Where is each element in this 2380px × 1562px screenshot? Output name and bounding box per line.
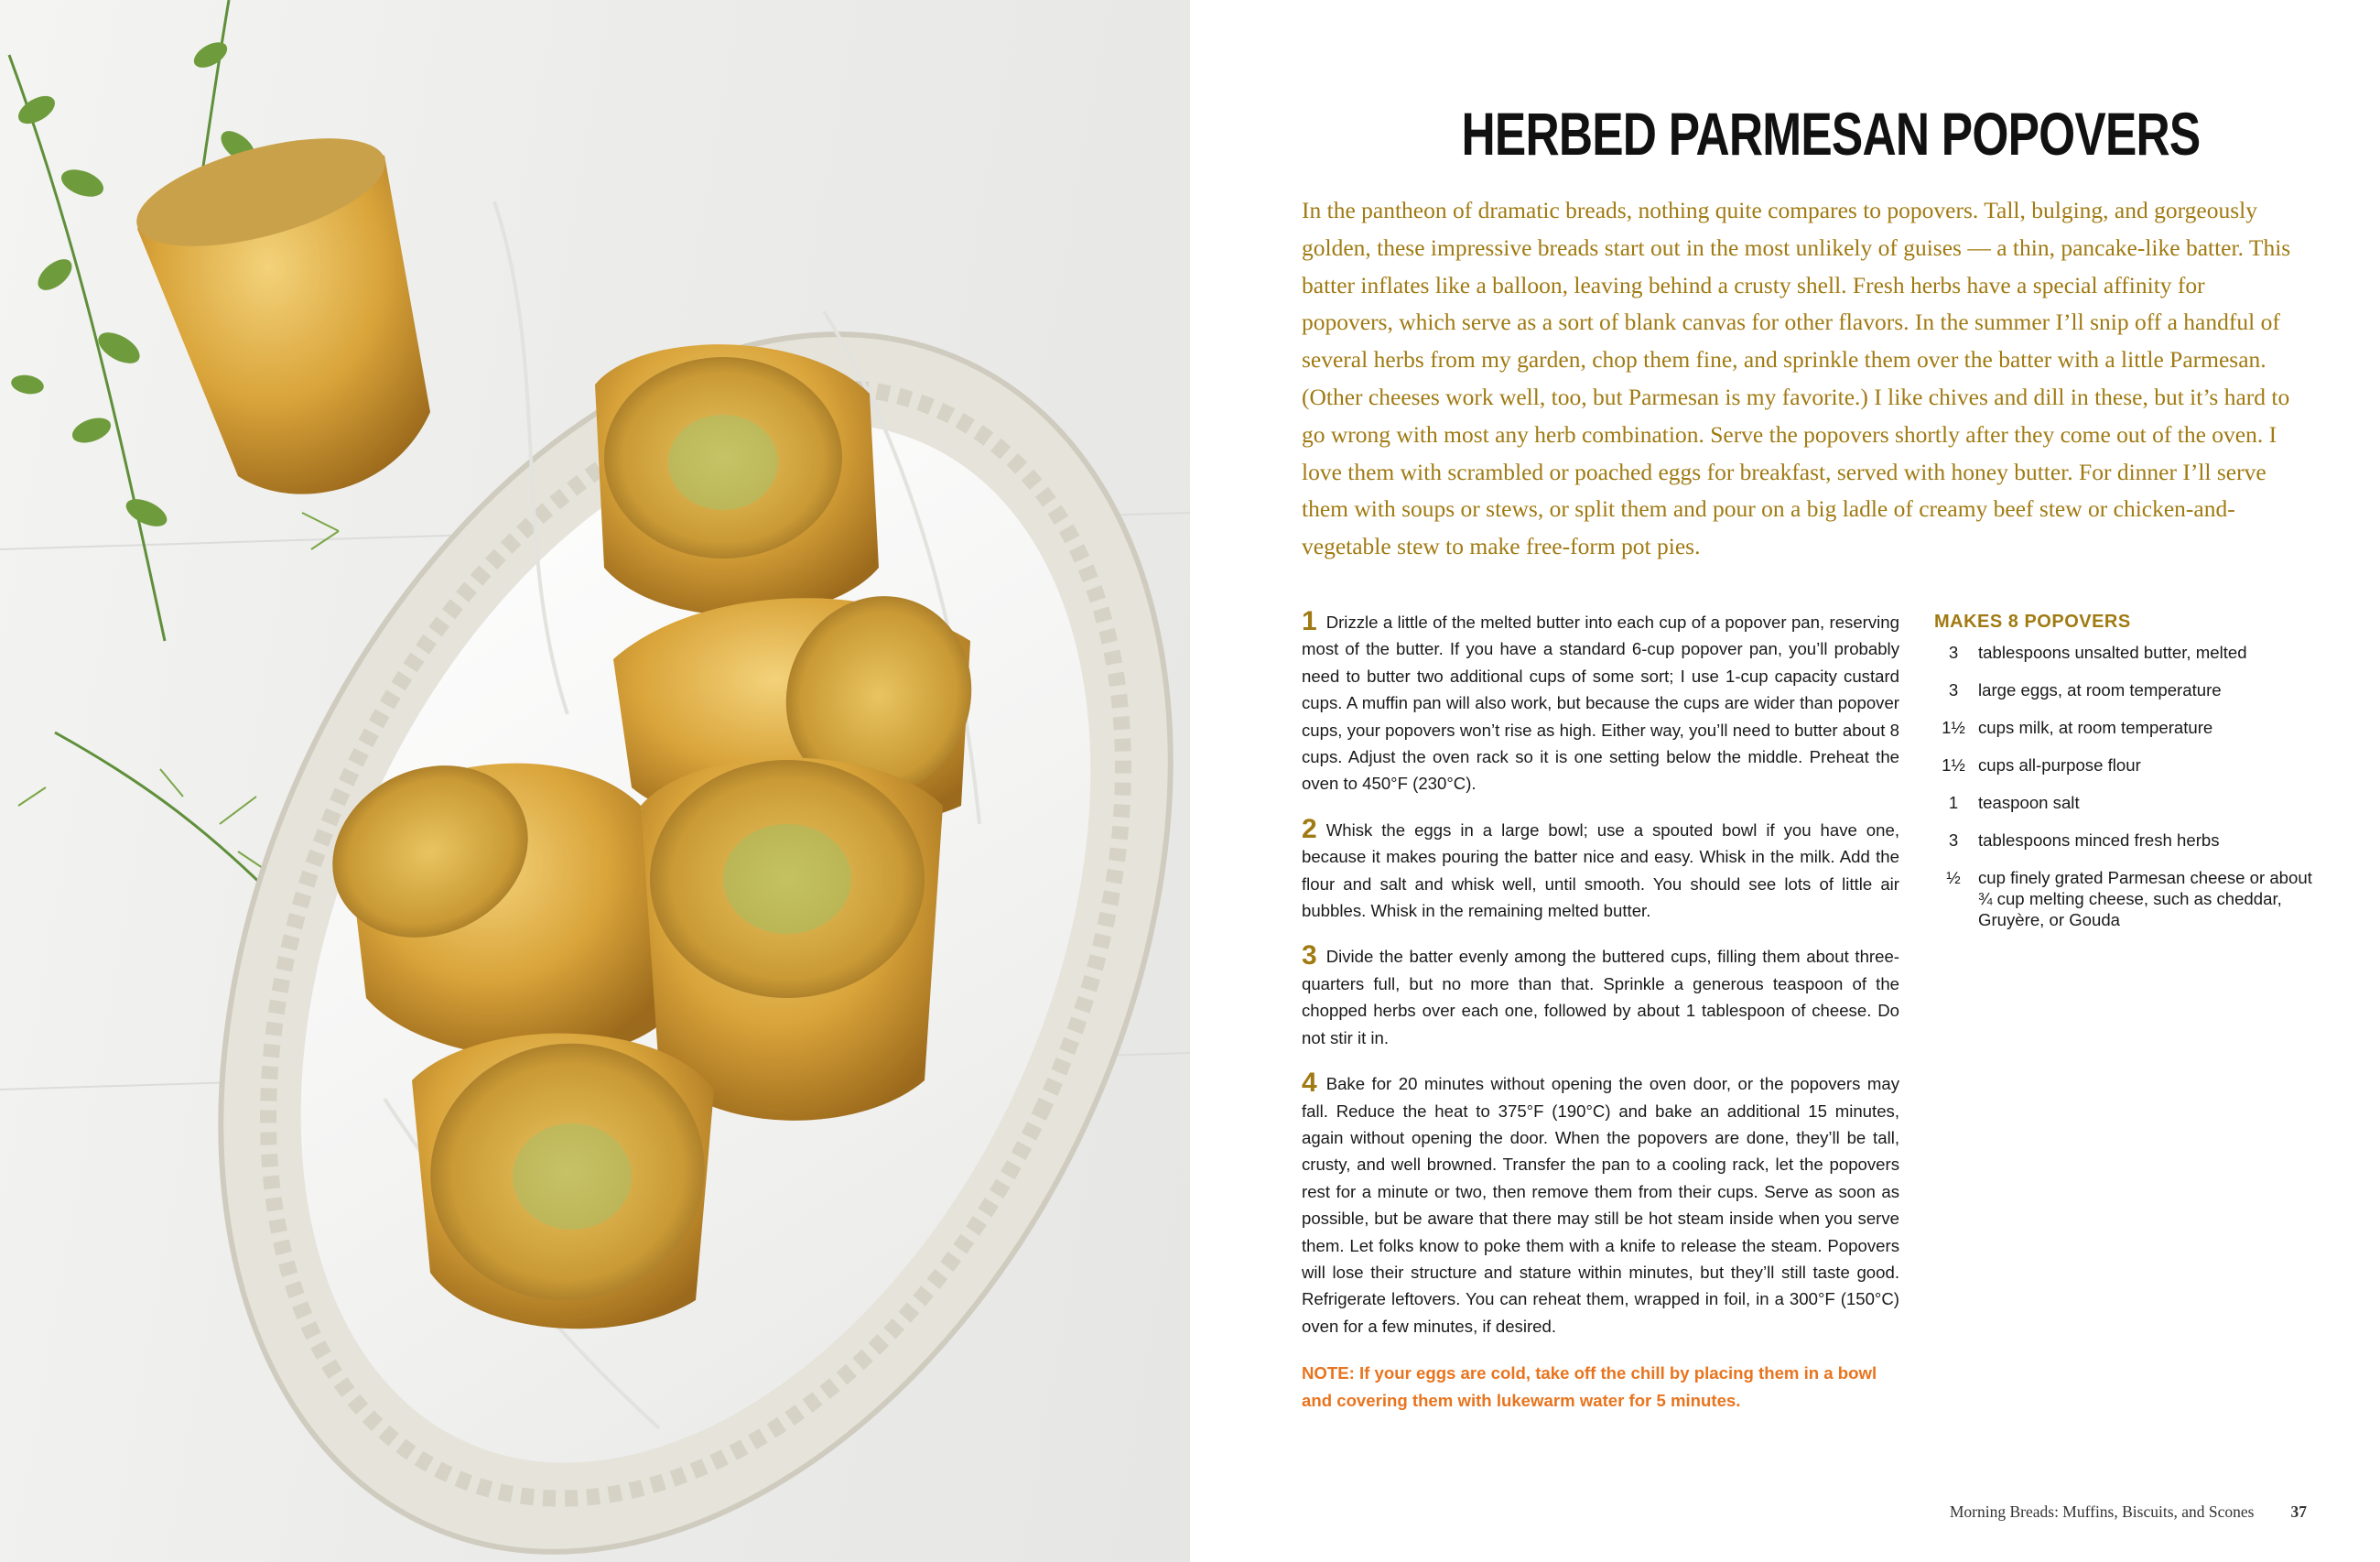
running-footer: Morning Breads: Muffins, Biscuits, and Scones (1949, 1502, 2255, 1521)
ingredient-item (1934, 679, 2319, 700)
step-number: 1 (1302, 606, 1317, 636)
ingredient-desc: tablespoons minced fresh herbs (1978, 830, 2220, 850)
step-1 (1302, 608, 1899, 797)
ingredient-qty: 3 (1948, 680, 1959, 700)
ingredient-qty: 3 (1948, 830, 1959, 850)
ingredient-item (1934, 830, 2319, 851)
step-text: Divide the batter evenly among the buttered cups, filling them about three-quarters full, but no more than that. Sprinkle a generous teaspoon of the chopped herbs over each one, followed by about 1 tablespoon of cheese. Do not stir it in. (1302, 947, 1899, 1047)
ingredient-item (1934, 642, 2319, 663)
ingredient-item (1934, 717, 2319, 738)
method-steps (1302, 608, 1899, 1431)
ingredient-desc: tablespoons unsalted butter, melted (1978, 643, 2247, 662)
step-text: Drizzle a little of the melted butter into each cup of a popover pan, reserving most of the butter. If you have a standard 6-cup popover pan, you’ll probably need to butter two additional cups of some sort; I use 1-cup capacity custard cups. A muffin pan will also work, but because the cups are wider than popover cups, your popovers won’t rise as high. Either way, you’ll need to butter about 8 cups. Adjust the oven rack so it is one setting below the middle. Preheat the oven to 450°F (230°C). (1302, 613, 1899, 794)
ingredient-desc: cup finely grated Parmesan cheese or about ¾ cup melting cheese, such as cheddar, Gruyère, or Gouda (1978, 868, 2312, 929)
popover (595, 344, 879, 615)
recipe-title: HERBED PARMESAN POPOVERS (1461, 100, 2201, 168)
step-number: 3 (1302, 940, 1317, 971)
step-4 (1302, 1069, 1899, 1340)
ingredient-desc: cups all-purpose flour (1978, 755, 2141, 775)
ingredients-list (1934, 612, 2319, 947)
step-text: Bake for 20 minutes without opening the oven door, or the popovers may fall. Reduce the heat to 375°F (190°C) and bake an additional 15 minutes, again without opening the door. When the popovers are done, they’ll be tall, crusty, and well browned. Transfer the pan to a cooling rack, let the popovers rest for a minute or two, then remove them from their cups. Serve as soon as possible, but be aware that there may still be hot steam inside when you serve them. Let folks know to poke them with a knife to release the steam. Popovers will lose their structure and stature within minutes, but they’ll still taste good. Refrigerate leftovers. You can reheat them, wrapped in foil, in a 300°F (150°C) oven for a few minutes, if desired. (1302, 1074, 1899, 1336)
page-number: 37 (2290, 1502, 2307, 1521)
popover (410, 1022, 725, 1329)
ingredient-qty: 3 (1948, 643, 1959, 662)
ingredient-qty: 1½ (1942, 718, 1965, 737)
step-2 (1302, 813, 1899, 925)
ingredient-qty: 1 (1948, 793, 1959, 812)
recipe-intro: In the pantheon of dramatic breads, nothing quite compares to popovers. Tall, bulging, and gorgeously golden, these impressive breads start out in the most unlikely of guises — a thin, pancake-like batter. This batter inflates like a balloon, leaving behind a crusty shell. Fresh herbs have a special affinity for popovers, which serve as a sort of blank canvas for other flavors. In the summer I’ll snip off a handful of several herbs from my garden, chop them fine, and sprinkle them over the batter with a little Parmesan. (Other cheeses work well, too, but Parmesan is my favorite.) I like chives and dill in these, but it’s hard to go wrong with most any herb combination. Serve the popovers shortly after they come out of the oven. I love them with scrambled or poached eggs for breakfast, served with honey butter. For dinner I’ll serve them with soups or stews, or split them and pour on a big ladle of creamy beef stew or chicken-and-vegetable stew to make free-form pot pies. (1302, 197, 2291, 560)
ingredient-desc: cups milk, at room temperature (1978, 718, 2213, 737)
step-number: 4 (1302, 1068, 1317, 1099)
ingredient-qty: ½ (1946, 868, 1961, 887)
ingredient-item (1934, 867, 2319, 930)
recipe-page (1190, 0, 2380, 1562)
recipe-yield: MAKES 8 POPOVERS (1934, 612, 2131, 632)
step-3 (1302, 942, 1899, 1051)
ingredient-qty: 1½ (1942, 755, 1965, 775)
ingredient-desc: teaspoon salt (1978, 793, 2080, 812)
ingredient-desc: large eggs, at room temperature (1978, 680, 2222, 700)
recipe-note: NOTE: If your eggs are cold, take off the chill by placing them in a bowl and covering them with lukewarm water for 5 minutes. (1302, 1363, 1877, 1410)
ingredient-item (1934, 792, 2319, 813)
loose-popover (125, 116, 430, 494)
step-number: 2 (1302, 813, 1317, 844)
ingredient-item (1934, 754, 2319, 776)
page-footer (1950, 1502, 2307, 1522)
step-text: Whisk the eggs in a large bowl; use a spouted bowl if you have one, because it makes pouring the batter nice and easy. Whisk in the milk. Add the flour and salt and whisk well, until smooth. You should see lots of little air bubbles. Whisk in the remaining melted butter. (1302, 819, 1899, 921)
